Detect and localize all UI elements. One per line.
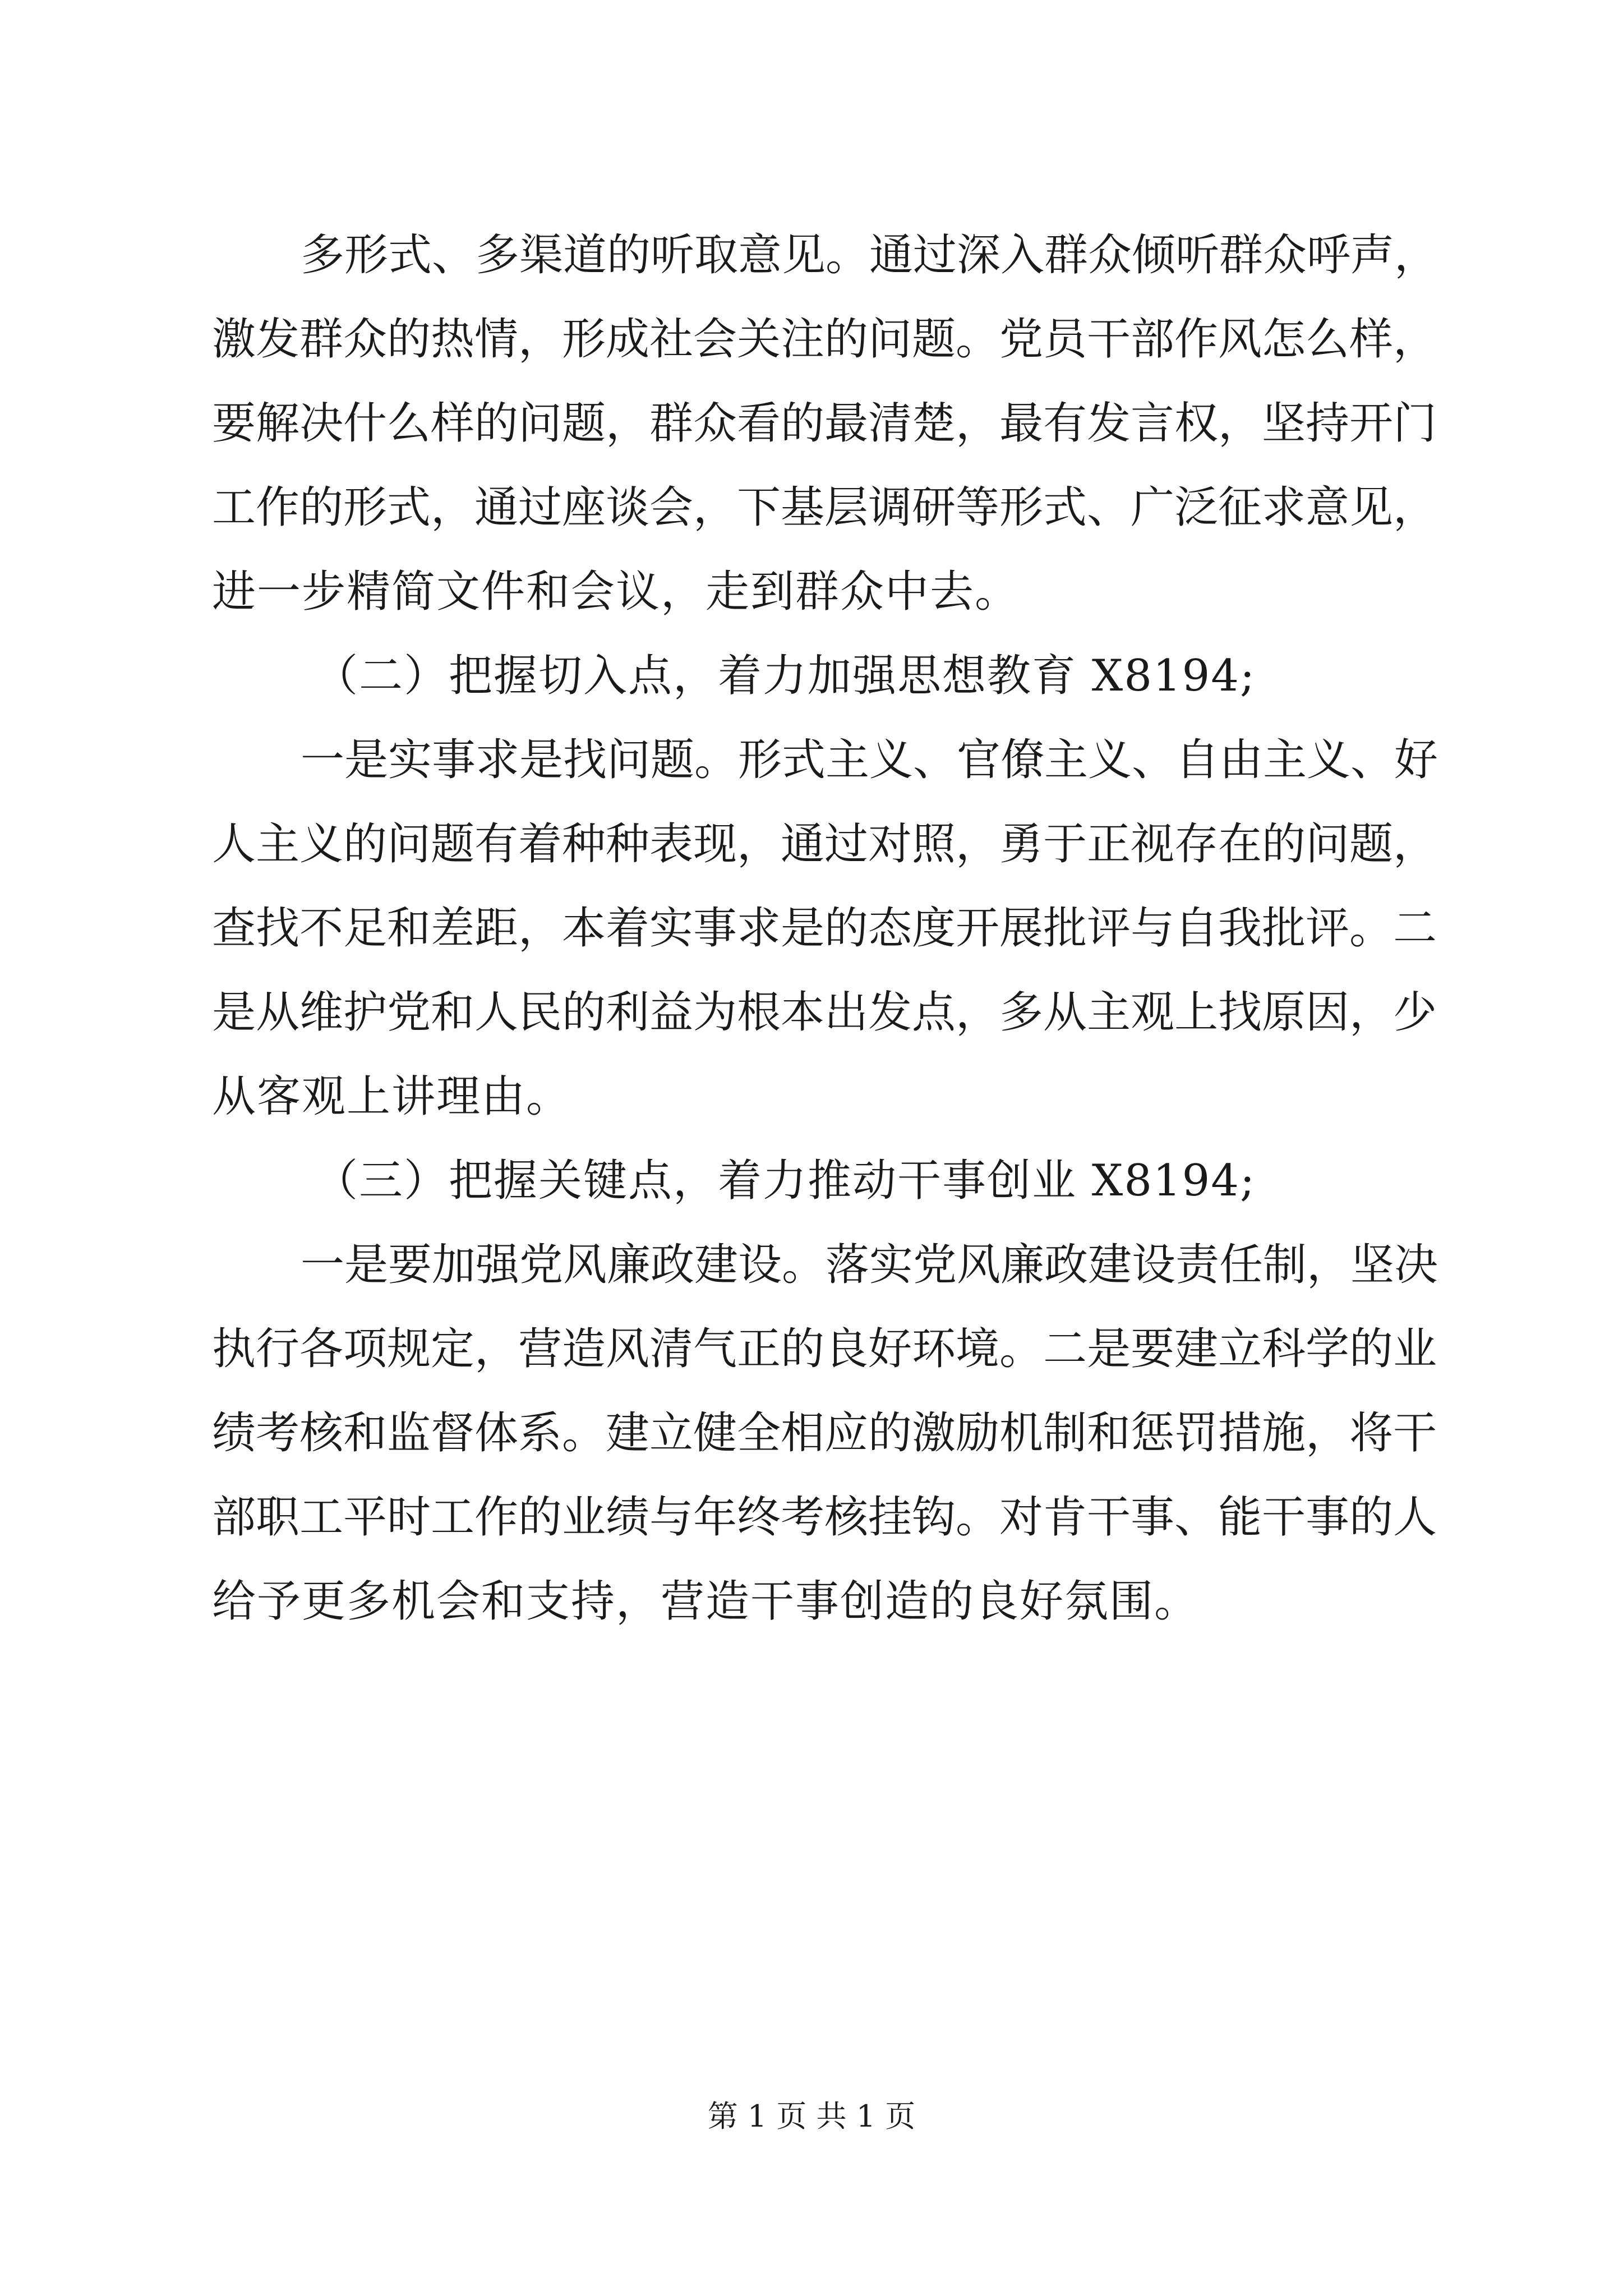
- paragraph-3-line-4: 部职工平时工作的业绩与年终考核挂钩。对肯干事、能干事的人: [212, 1492, 1437, 1543]
- section-heading-2: （二）把握切入点，着力加强思想教育 X8194;: [314, 651, 1256, 701]
- paragraph-1-line-1: 多形式、多渠道的听取意见。通过深入群众倾听群众呼声，: [301, 230, 1438, 280]
- paragraph-2-line-5: 从客观上讲理由。: [212, 1071, 571, 1122]
- page-number-footer: 第 1 页 共 1 页: [707, 2099, 916, 2134]
- paragraph-1-line-4: 工作的形式，通过座谈会，下基层调研等形式、广泛征求意见，: [212, 482, 1437, 533]
- paragraph-2-line-3: 查找不足和差距，本着实事求是的态度开展批评与自我批评。二: [212, 903, 1437, 954]
- paragraph-1-line-3: 要解决什么样的问题，群众看的最清楚，最有发言权，坚持开门: [212, 398, 1437, 449]
- paragraph-3-line-1: 一是要加强党风廉政建设。落实党风廉政建设责任制，坚决: [301, 1240, 1438, 1290]
- paragraph-2-line-4: 是从维护党和人民的利益为根本出发点，多从主观上找原因，少: [212, 987, 1437, 1038]
- paragraph-3-line-5: 给予更多机会和支持，营造干事创造的良好氛围。: [212, 1576, 1200, 1627]
- section-heading-3: （三）把握关键点，着力推动干事创业 X8194;: [314, 1156, 1256, 1206]
- paragraph-3-line-2: 执行各项规定，营造风清气正的良好环境。二是要建立科学的业: [212, 1324, 1437, 1374]
- paragraph-3-line-3: 绩考核和监督体系。建立健全相应的激励机制和惩罚措施，将干: [212, 1408, 1437, 1458]
- paragraph-2-line-2: 人主义的问题有着种种表现，通过对照，勇于正视存在的问题，: [212, 819, 1437, 869]
- paragraph-1-line-5: 进一步精简文件和会议，走到群众中去。: [212, 567, 1020, 617]
- document-body: [212, 213, 1438, 1644]
- paragraph-1-line-2: 激发群众的热情，形成社会关注的问题。党员干部作风怎么样，: [212, 314, 1437, 365]
- paragraph-2-line-1: 一是实事求是找问题。形式主义、官僚主义、自由主义、好: [301, 735, 1438, 785]
